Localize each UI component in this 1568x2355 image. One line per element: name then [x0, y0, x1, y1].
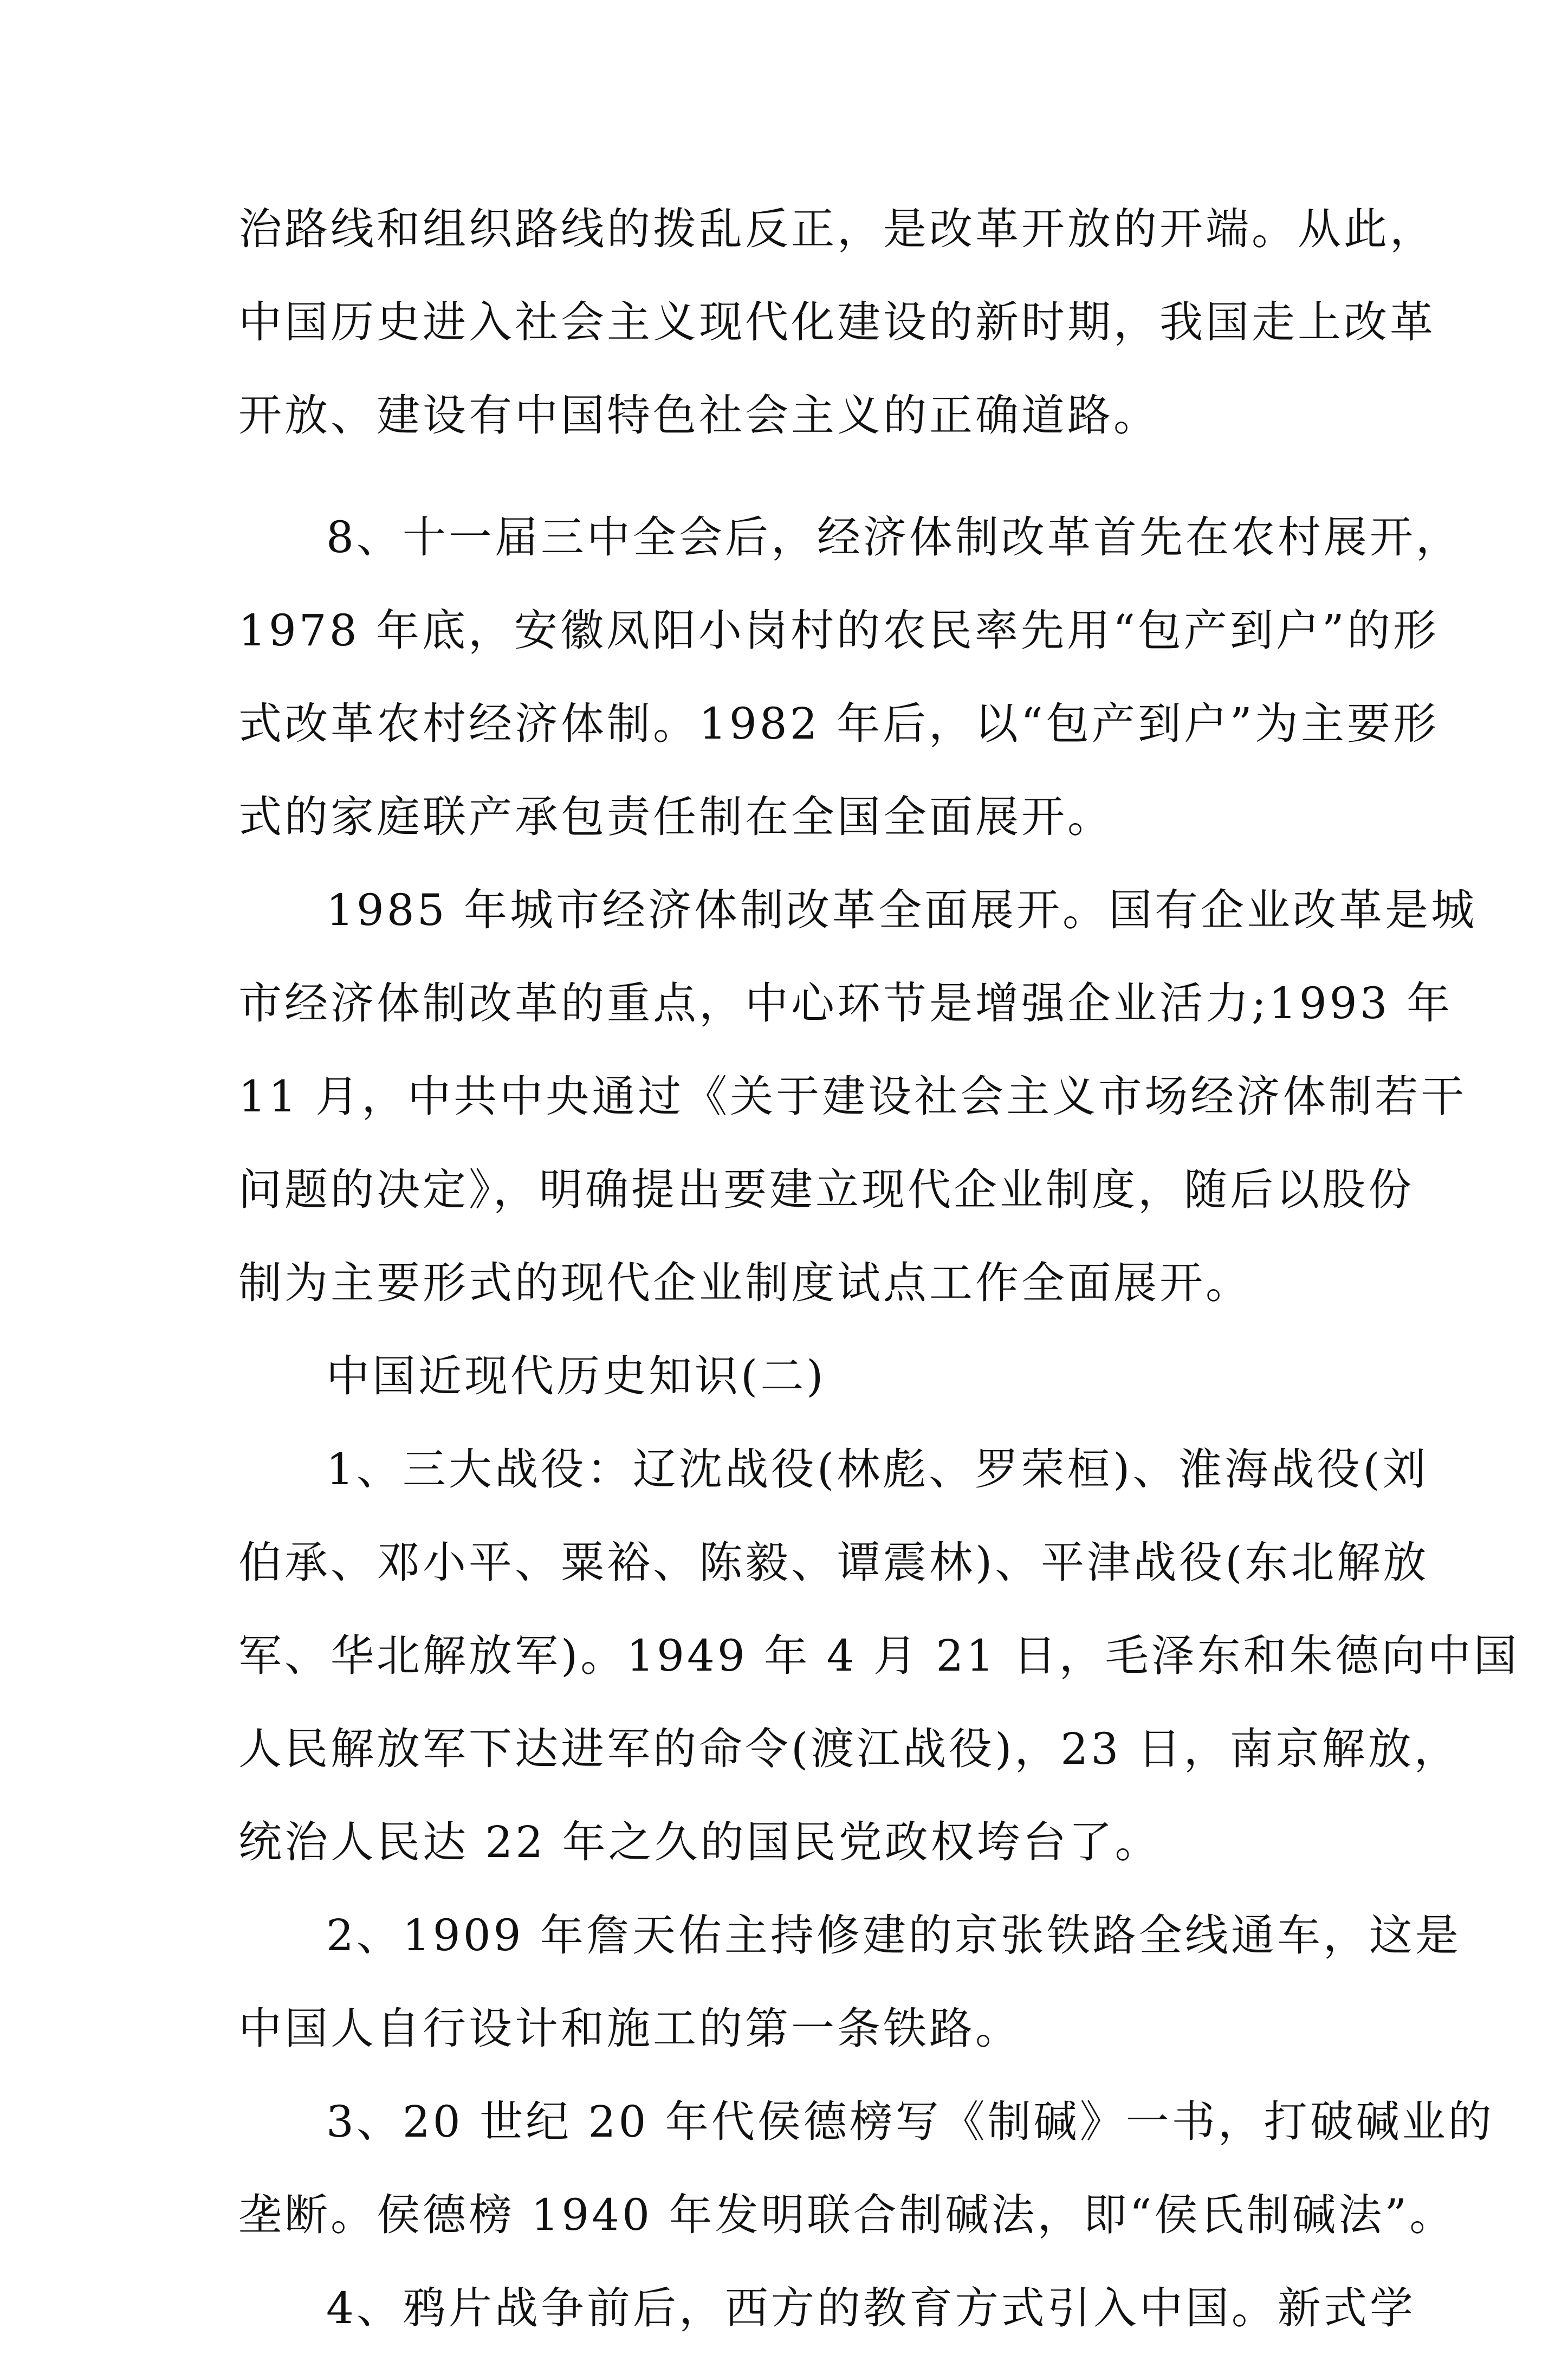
text-line: 式的家庭联产承包责任制在全国全面展开。 — [238, 792, 1113, 842]
section-heading: 中国近现代历史知识(二) — [326, 1351, 826, 1401]
text-line: 3、20 世纪 20 年代侯德榜写《制碱》一书，打破碱业的 — [326, 2097, 1494, 2147]
text-line: 1978 年底，安徽凤阳小岗村的农民率先用“包产到户”的形 — [238, 605, 1439, 656]
text-line: 8、十一届三中全会后，经济体制改革首先在农村展开， — [326, 512, 1462, 562]
text-line: 统治人民达 22 年之久的国民党政权垮台了。 — [238, 1817, 1161, 1867]
text-line: 开放、建设有中国特色社会主义的正确道路。 — [238, 390, 1159, 441]
text-line: 中国人自行设计和施工的第一条铁路。 — [238, 2003, 1021, 2054]
text-line: 11 月，中共中央通过《关于建设社会主义市场经济体制若干 — [238, 1071, 1467, 1122]
main-content — [238, 491, 1520, 2355]
text-line: 军、华北解放军)。1949 年 4 月 21 日，毛泽东和朱德向中国 — [238, 1631, 1520, 1681]
text-line: 问题的决定》，明确提出要建立现代企业制度，随后以股份 — [238, 1164, 1414, 1215]
text-line: 治路线和组织路线的拨乱反正，是改革开放的开端。从此， — [238, 204, 1436, 254]
text-line: 2、1909 年詹天佑主持修建的京张铁路全线通车，这是 — [326, 1910, 1461, 1961]
text-line: 垄断。侯德榜 1940 年发明联合制碱法，即“侯氏制碱法”。 — [238, 2190, 1456, 2240]
text-line: 4、鸦片战争前后，西方的教育方式引入中国。新式学 — [326, 2283, 1416, 2333]
text-line: 1985 年城市经济体制改革全面展开。国有企业改革是城 — [326, 885, 1478, 935]
text-line: 1、三大战役：辽沈战役(林彪、罗荣桓)、淮海战役(刘 — [326, 1444, 1429, 1494]
text-line: 伯承、邓小平、粟裕、陈毅、谭震林)、平津战役(东北解放 — [238, 1537, 1429, 1588]
text-line: 式改革农村经济体制。1982 年后，以“包产到户”为主要形 — [238, 698, 1439, 749]
text-line: 人民解放军下达进军的命令(渡江战役)，23 日，南京解放， — [238, 1724, 1460, 1774]
text-line: 市经济体制改革的重点，中心环节是增强企业活力;1993 年 — [238, 978, 1453, 1028]
text-line: 制为主要形式的现代企业制度试点工作全面展开。 — [238, 1258, 1252, 1308]
text-line: 中国历史进入社会主义现代化建设的新时期，我国走上改革 — [238, 297, 1436, 347]
intro-paragraph — [238, 183, 1436, 462]
